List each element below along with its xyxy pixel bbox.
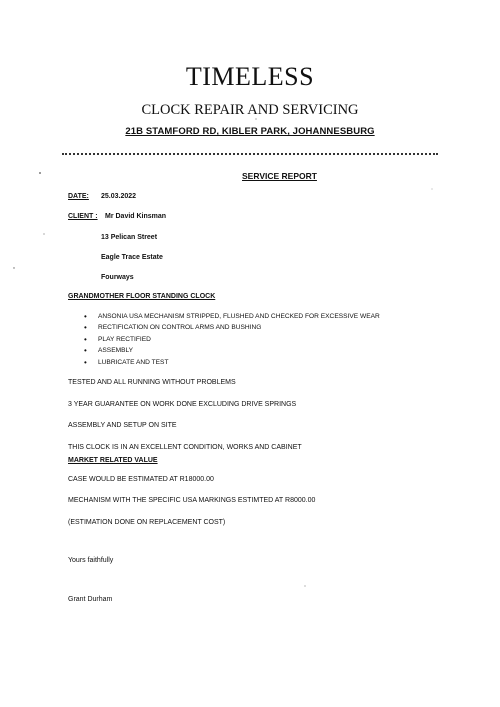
market-line: MECHANISM WITH THE SPECIFIC USA MARKINGS ESTIMTED AT R8000.00	[68, 497, 316, 504]
date-label: DATE:	[68, 193, 89, 200]
market-line: CASE WOULD BE ESTIMATED AT R18000.00	[68, 476, 214, 483]
market-heading: MARKET RELATED VALUE	[68, 457, 158, 464]
work-item: • RECTIFICATION ON CONTROL ARMS AND BUSHING	[98, 324, 380, 335]
closing-salutation: Yours faithfully	[68, 557, 114, 564]
client-address-line: 13 Pelican Street	[101, 234, 158, 241]
date-value: 25.03.2022	[101, 193, 137, 200]
market-line: (ESTIMATION DONE ON REPLACEMENT COST)	[68, 519, 226, 526]
item-heading: GRANDMOTHER FLOOR STANDING CLOCK	[68, 293, 216, 300]
client-name: Mr David Kinsman	[105, 213, 167, 220]
work-item: • ANSONIA USA MECHANISM STRIPPED, FLUSHED AND CHECKED FOR EXCESSIVE WEAR	[98, 313, 380, 324]
note-line: THIS CLOCK IS IN AN EXCELLENT CONDITION, WORKS AND CABINET	[68, 444, 302, 451]
work-item: • PLAY RECTIFIED	[98, 336, 380, 347]
client-address-line: Fourways	[101, 274, 134, 281]
note-line: ASSEMBLY AND SETUP ON SITE	[68, 422, 177, 429]
note-line: 3 YEAR GUARANTEE ON WORK DONE EXCLUDING DRIVE SPRINGS	[68, 401, 297, 408]
company-name: TIMELESS	[185, 62, 315, 91]
note-line: TESTED AND ALL RUNNING WITHOUT PROBLEMS	[68, 379, 236, 386]
report-title: SERVICE REPORT	[242, 171, 317, 181]
signatory-name: Grant Durham	[68, 596, 113, 603]
client-label: CLIENT :	[68, 213, 98, 220]
work-item: • ASSEMBLY	[98, 347, 380, 358]
company-address: 21B STAMFORD RD, KIBLER PARK, JOHANNESBURG	[125, 126, 375, 137]
company-tagline: CLOCK REPAIR AND SERVICING	[141, 102, 359, 118]
work-item: • LUBRICATE AND TEST	[98, 359, 380, 370]
client-address-line: Eagle Trace Estate	[101, 254, 163, 261]
